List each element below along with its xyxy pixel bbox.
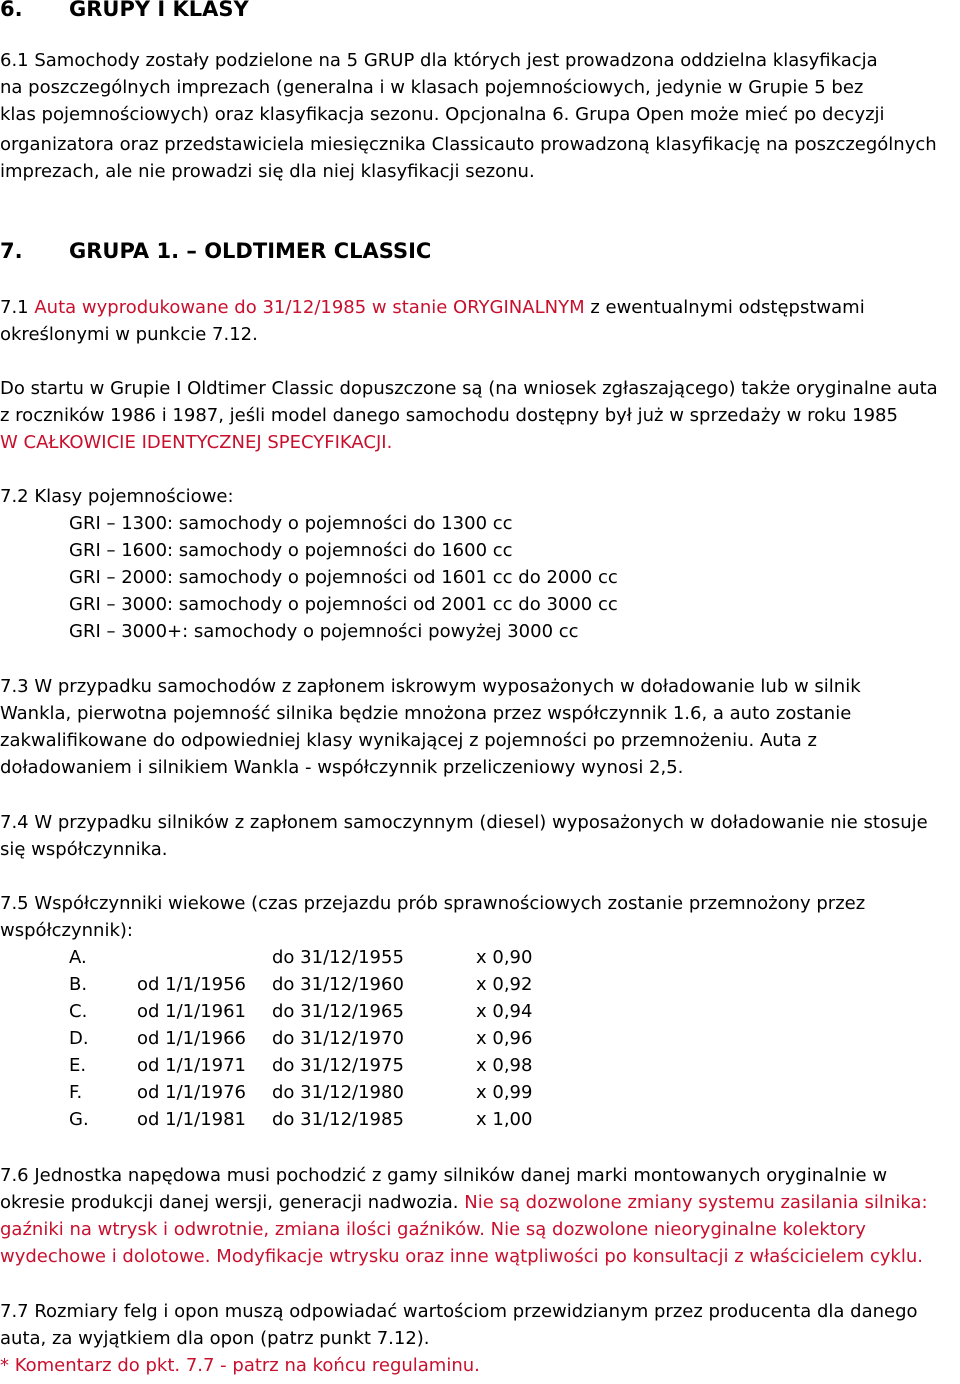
age-letter: C. [69,1001,88,1022]
age-multiplier: x 0,92 [476,974,533,995]
age-row [0,1106,960,1133]
age-to: do 31/12/1980 [272,1082,404,1103]
age-to: do 31/12/1960 [272,974,404,995]
age-from: od 1/1/1966 [137,1028,247,1049]
p61-line-3: klas pojemnościowych) oraz klasyfikacja sezonu. Opcjonalna 6. Grupa Open może mieć po decyzji [0,104,885,125]
age-multiplier: x 0,98 [476,1055,533,1076]
p77-line-1: 7.7 Rozmiary felg i opon muszą odpowiadać wartościom przewidzianym przez producenta dla danego [0,1301,918,1322]
age-row [0,1079,960,1106]
age-letter: G. [69,1109,89,1130]
p76-line-3: gaźniki na wtrysk i odwrotnie, zmiana ilości gaźników. Nie są dozwolone nieoryginalne kolektory [0,1219,866,1240]
p72-title: 7.2 Klasy pojemnościowe: [0,486,234,507]
p74-line-1: 7.4 W przypadku silników z zapłonem samoczynnym (diesel) wyposażonych w doładowanie nie stosuje [0,812,928,833]
age-to: do 31/12/1985 [272,1109,404,1130]
p-start-line-2: z roczników 1986 i 1987, jeśli model danego samochodu dostępny był już w sprzedaży w roku 1985 [0,405,898,426]
age-from: od 1/1/1961 [137,1001,247,1022]
age-to: do 31/12/1955 [272,947,404,968]
class-item-2000: GRI – 2000: samochody o pojemności od 1601 cc do 2000 cc [69,567,618,588]
section-6-number: 6. [0,0,23,21]
age-letter: F. [69,1082,83,1103]
p76-line-2 [0,1189,928,1216]
p73-line-2: Wankla, pierwotna pojemność silnika będzie mnożona przez współczynnik 1.6, a auto zostanie [0,703,852,724]
p73-line-1: 7.3 W przypadku samochodów z zapłonem iskrowym wyposażonych w doładowanie lub w silnik [0,676,861,697]
class-item-1300: GRI – 1300: samochody o pojemności do 1300 cc [69,513,513,534]
age-letter: E. [69,1055,87,1076]
section-7-title: GRUPA 1. – OLDTIMER CLASSIC [69,239,432,263]
section-6-title: GRUPY I KLASY [69,0,249,21]
age-multiplier: x 0,99 [476,1082,533,1103]
p61-line-5: imprezach, ale nie prowadzi się dla niej klasyfikacji sezonu. [0,161,535,182]
age-multiplier: x 0,94 [476,1001,533,1022]
p76-line-2-red: Nie są dozwolone zmiany systemu zasilania silnika: [464,1192,928,1213]
p74-line-2: się współczynnika. [0,839,168,860]
class-item-3000-plus: GRI – 3000+: samochody o pojemności powyżej 3000 cc [69,621,579,642]
age-to: do 31/12/1965 [272,1001,404,1022]
age-from: od 1/1/1976 [137,1082,247,1103]
p-start-line-3: W CAŁKOWICIE IDENTYCZNEJ SPECYFIKACJI. [0,432,393,453]
age-row [0,971,960,998]
age-row [0,1052,960,1079]
age-from: od 1/1/1956 [137,974,247,995]
age-from: od 1/1/1981 [137,1109,247,1130]
age-to: do 31/12/1975 [272,1055,404,1076]
p77-line-2: auta, za wyjątkiem dla opon (patrz punkt 7.12). [0,1328,430,1349]
p61-line-2: na poszczególnych imprezach (generalna i w klasach pojemnościowych, jedynie w Grupie 5 bez [0,77,864,98]
p76-line-2-black: okresie produkcji danej wersji, generacji nadwozia. [0,1192,465,1213]
section-7-number: 7. [0,239,23,263]
age-multiplier: x 0,90 [476,947,533,968]
p61-line-4: organizatora oraz przedstawiciela miesięcznika Classicauto prowadzoną klasyfikację na poszczególnych [0,134,937,155]
p75-line-2: współczynnik): [0,920,133,941]
age-letter: A. [69,947,87,968]
age-to: do 31/12/1970 [272,1028,404,1049]
p71-red-text: Auta wyprodukowane do 31/12/1985 w stanie ORYGINALNYM [34,297,585,318]
p75-line-1: 7.5 Współczynniki wiekowe (czas przejazdu prób sprawnościowych zostanie przemnożony przez [0,893,866,914]
age-multiplier: x 1,00 [476,1109,533,1130]
class-item-1600: GRI – 1600: samochody o pojemności do 1600 cc [69,540,513,561]
age-row [0,1025,960,1052]
age-row [0,944,960,971]
age-letter: B. [69,974,88,995]
class-item-3000: GRI – 3000: samochody o pojemności od 2001 cc do 3000 cc [69,594,618,615]
section-7-heading [0,238,960,268]
age-from: od 1/1/1971 [137,1055,247,1076]
p71-line-2: określonymi w punkcie 7.12. [0,324,258,345]
p73-line-4: doładowaniem i silnikiem Wankla - współczynnik przeliczeniowy wynosi 2,5. [0,757,684,778]
age-multiplier: x 0,96 [476,1028,533,1049]
p76-line-1: 7.6 Jednostka napędowa musi pochodzić z gamy silników danej marki montowanych oryginalnie w [0,1165,888,1186]
p61-line-1: 6.1 Samochody zostały podzielone na 5 GRUP dla których jest prowadzona oddzielna klasyfikacja [0,50,878,71]
p71-line-1 [0,294,865,321]
p73-line-3: zakwalifikowane do odpowiedniej klasy wynikającej z pojemności po przemnożeniu. Auta z [0,730,817,751]
p71-prefix: 7.1 [0,297,35,318]
p77-note: * Komentarz do pkt. 7.7 - patrz na końcu regulaminu. [0,1355,480,1376]
age-row [0,998,960,1025]
p-start-line-1: Do startu w Grupie I Oldtimer Classic dopuszczone są (na wniosek zgłaszającego) także oryginalne auta [0,378,938,399]
age-letter: D. [69,1028,89,1049]
p71-rest: z ewentualnymi odstępstwami [584,297,865,318]
p76-line-4: wydechowe i dolotowe. Modyfikacje wtrysku oraz inne wątpliwości po konsultacji z właścicielem cyklu. [0,1246,923,1267]
